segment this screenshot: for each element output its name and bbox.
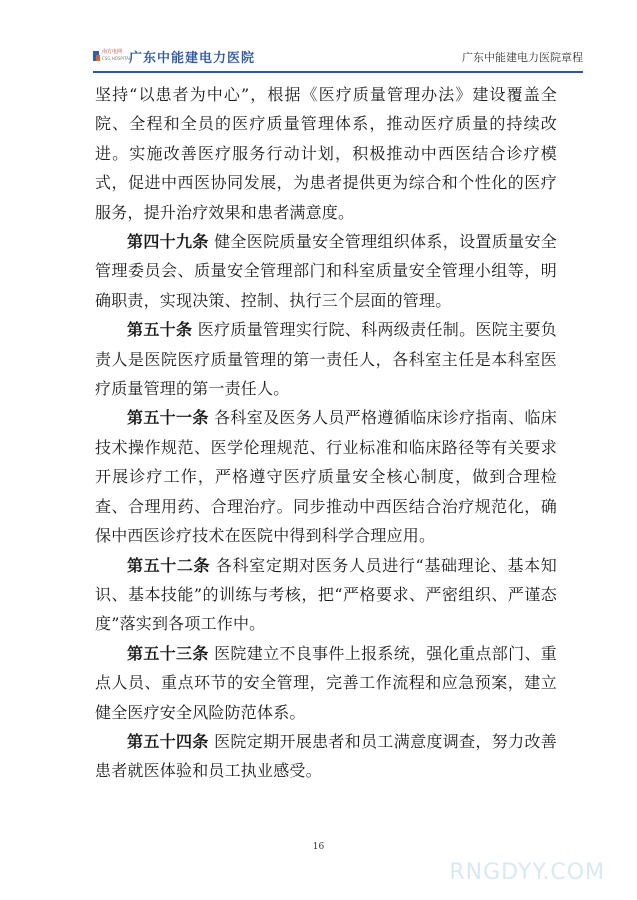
article-49 (95, 227, 557, 315)
article-text: 医院建立不良事件上报系统，强化重点部门、重点人员、重点环节的安全管理，完善工作流程和应急预案，建立健全医疗安全风险防范体系。 (95, 643, 557, 722)
hospital-logo (93, 49, 132, 63)
article-50 (95, 315, 557, 403)
article-52 (95, 551, 557, 639)
article-number: 第五十一条 (127, 408, 209, 428)
article-number: 第五十二条 (127, 555, 211, 575)
header-divider (93, 71, 583, 73)
document-body (95, 80, 557, 786)
paragraph-continued (95, 80, 557, 227)
article-number: 第五十条 (127, 320, 193, 340)
article-51 (95, 403, 557, 550)
page-header (93, 46, 583, 70)
article-text: 医院定期开展患者和员工满意度调查，努力改善患者就医体验和员工执业感受。 (95, 731, 557, 781)
paragraph-text: 坚持“以患者为中心”，根据《医疗质量管理办法》建设覆盖全院、全程和全员的医疗质量管理体系，推动医疗质量的持续改进。实施改善医疗服务行动计划，积极推动中西医结合诊疗模式，促进中西医协同发展，为患者提供更为综合和个性化的医疗服务，提升治疗效果和患者满意度。 (95, 85, 557, 222)
logo-text: 南方电网 (102, 49, 123, 55)
article-number: 第五十四条 (127, 731, 209, 751)
article-54 (95, 727, 557, 786)
hospital-name: 广东中能建电力医院 (129, 51, 256, 66)
article-text: 健全医院质量安全管理组织体系，设置质量安全管理委员会、质量安全管理部门和科室质量安全管理小组等，明确职责，实现决策、控制、执行三个层面的管理。 (95, 232, 557, 310)
logo-subtext: CSG HOSPITAL (102, 56, 132, 61)
article-text: 各科室定期对医务人员进行“基础理论、基本知识、基本技能”的训练与考核，把“严格要求、严密组织、严谨态度”落实到各项工作中。 (95, 555, 557, 634)
article-53 (95, 639, 557, 727)
page-number: 16 (312, 842, 325, 852)
article-number: 第五十三条 (127, 643, 209, 663)
watermark: RNGDYY.COM (449, 860, 605, 885)
article-text: 各科室及医务人员严格遵循临床诊疗指南、临床技术操作规范、医学伦理规范、行业标准和临床路径等有关要求开展诊疗工作，严格遵守医疗质量安全核心制度，做到合理检查、合理用药、合理治疗。同步推动中西医结合治疗规范化，确保中西医诊疗技术在医院中得到科学合理应用。 (95, 408, 557, 546)
article-text: 医疗质量管理实行院、科两级责任制。医院主要负责人是医院医疗质量管理的第一责任人，各科室主任是本科室医疗质量管理的第一责任人。 (95, 320, 557, 399)
article-number: 第四十九条 (127, 232, 209, 252)
logo-mark-accent (96, 55, 100, 61)
document-title: 广东中能建电力医院章程 (462, 51, 583, 64)
